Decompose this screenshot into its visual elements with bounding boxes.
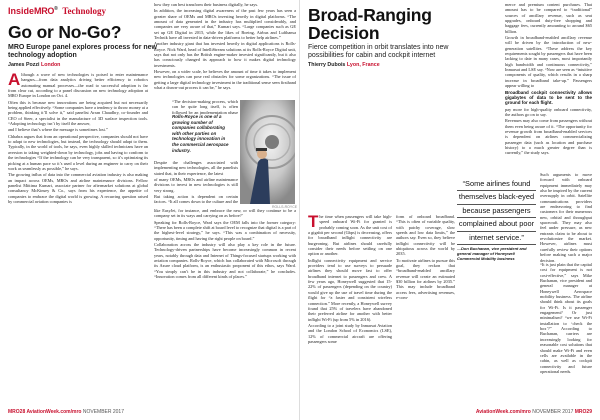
masthead bbox=[8, 6, 106, 16]
paragraph: Inflight connectivity equipment and service providers tend to use surveys to persuade airlines they should move fast to offer broadband internet to passengers and crew. A few years ago, Honeywell suggested that 15-22% of passengers (depending on the country) would give up the use of travel time during the flight for “a faster and consistent wireless connection.” More recently, a Honeywell survey found that 25% of travelers have abandoned their preferred airline for another with better inflight Wi-Fi (up from 5% in 2016). bbox=[308, 257, 392, 322]
paragraph: pay more for high-quality onboard connectivity, the authors go on to say. bbox=[505, 106, 592, 117]
byline bbox=[308, 62, 380, 68]
paragraph: However, on a wider scale, he believes the amount of time it takes to implement new technologies can pose real obstacles for some organizations. “The issue of getting a large digital technology investment in the traditional sense seen firsthand what a drawn-out process it can be,” he says. bbox=[154, 69, 296, 91]
left-column-1 bbox=[8, 72, 148, 402]
footer-site: AviationWeek.com/mro bbox=[26, 409, 82, 415]
pull-quote bbox=[457, 178, 536, 261]
footer-date: NOVEMBER 2017 bbox=[82, 409, 124, 415]
paragraph: Revenues may also come from passengers without them even being aware of it. “The opportunity for revenue growth from broadband-enabled services is dependent on airlines commercializing passenger data (such as location and purchase history) to a much greater degree than is currently,” the study says. bbox=[505, 118, 592, 156]
paragraph: Such arguments to move forward with onboard equipment immediately may also be inspired by the current oversupply in orbit. Satellite communications providers are endeavoring to find customers for their numerous new, orbital and throughput spacecraft. They may also feel under pressure, as new entrants claim to be about to revolutionize the market. However, airlines must carefully review their options before making such a major decision. bbox=[540, 172, 592, 262]
paragraph: Speaking for Rolls-Royce, Ward says the OEM falls into the former category: “There has been a complete shift at board level to recognize that digital is a part of the highest-level strategy,” he says. “This was a combination of necessity, opportunity, timing and having the right people on board.” bbox=[154, 219, 296, 241]
dropcap: T bbox=[308, 214, 319, 231]
article-headline bbox=[308, 6, 432, 42]
masthead-inside: Inside bbox=[8, 6, 35, 16]
engine-technician-photo bbox=[240, 100, 295, 204]
byline bbox=[8, 62, 60, 68]
paragraph: Chhabra argues that from an operational perspective, companies should not have to adapt to new technologies, but instead, the technology should adapt to them. Typically, in the world of tools, he says, even highly skilled technicians have an aversion to taking weighted-down by technology, jobs and having to conform to the technologies “If the technology can be very transparent, so it’s optimizing its picking at a human pace so it’s used a level during an engineer to carry on their work as seamlessly as possible,” he says. bbox=[8, 133, 148, 171]
footer-site: AviationWeek.com/mro bbox=[475, 409, 531, 415]
right-page bbox=[300, 0, 600, 420]
article-headline: Go or No-Go? bbox=[8, 22, 122, 42]
footer-date: NOVEMBER 2017 bbox=[532, 409, 574, 415]
article-deck: MRO Europe panel explores process for new technology adoption bbox=[8, 44, 157, 60]
pull-quote-attribution: —Don Buchanan, vice president and general manager of Honeywell Commercial Mobility business bbox=[457, 246, 527, 261]
paragraph: To motivate airlines to pursue this goal, they reckon that “broadband-enabled ancillary revenue will create an estimated $30 billion for airlines by 2035.” This may include broadband access fees, advertising revenues, e-com- bbox=[396, 257, 455, 301]
right-column-3-bottom bbox=[540, 262, 592, 404]
engine-photo-image bbox=[240, 100, 295, 204]
byline-author: Thierry Dubois bbox=[308, 62, 346, 68]
right-column-2 bbox=[396, 214, 455, 404]
pull-quote-line: “Some airlines found bbox=[457, 178, 536, 191]
paragraph: Although a wave of new technologies is poised to enter maintenance hangars—from data analytics driving better efficiency to robotics automating manual processes—the road to successful adoption is far from clear cut, according to a panel discussion on new technology adoption at MRO Europe in London on Oct. 4. bbox=[8, 72, 148, 99]
right-column-3-top bbox=[505, 2, 592, 172]
pull-quote-line: because passengers bbox=[457, 205, 536, 218]
pull-quote-text bbox=[457, 178, 536, 245]
page-number: MRO29 bbox=[574, 409, 592, 415]
page-number: MRO28 bbox=[8, 409, 26, 415]
left-column-2-lower bbox=[154, 160, 238, 206]
paragraph: and I believe that’s where the message is sometimes lost.” bbox=[8, 127, 108, 133]
left-footer bbox=[8, 409, 124, 415]
paragraph: merce and premium content purchases. That amount has to be compared to “traditional” sources of ancillary revenue, such as seat upgrades, onboard duty-free shopping and baggage fees, currently amounting to around $65 billion. bbox=[505, 2, 592, 34]
headline-line-2: Decision bbox=[308, 23, 380, 43]
left-column-2-top bbox=[154, 2, 296, 99]
left-column-2-mid bbox=[172, 99, 238, 114]
paragraph: According to a joint study by Inmarsat Aviation and the London School of Economics (LSE), 12% of commercial aircraft are offering passengers some bbox=[308, 322, 392, 344]
paragraph: of many OEMs, MROs and airline maintenance divisions to invest in new technologies is still very strong. bbox=[154, 177, 238, 193]
headline-line-1: Broad-Ranging bbox=[308, 5, 432, 25]
paragraph: The growing influx of data into the commercial aviation industry is also making an impact across OEMs, MROs and airline maintenance divisions. Fellow panelist Mittima Kumari, associate partner for aftermarket solutions at global consultancy McKinsey & Co., says from his experience, the appetite of companies to embrace the digital world is growing. A recurring question raised by commercial aviation companies is bbox=[8, 172, 148, 204]
photo-caption: Rolls-Royce is one of a growing number of companies collaborating with other parties on technology innovation in the commercial aerospace industry. bbox=[172, 114, 229, 153]
right-footer bbox=[476, 409, 592, 415]
paragraph: The time when passengers will take high-speed onboard Wi-Fi for granted is probably coming soon. As the unit cost of a gigabit per second (Gbps) is decreasing, offers for broadband inflight connectivity are burgeoning. But airlines should carefully consider their needs before settling on one option or another. bbox=[308, 214, 392, 257]
paragraph: Often this is because new innovations are being acquired but not necessarily being applied effectively. “Some companies have a tendency to throw money at a problem, thinking it’ll solve it,” said panelist Arran Chaudhry, co-founder and CEO of Steer, a specialist in the manufacture of 3D surface inspection tools. “Adopting technology isn’t by itself the answer, bbox=[8, 99, 148, 127]
paragraph: Collaboration across the industry will also play a key role in the future. Technology-driven partnerships have become increasingly common in recent years, notably through data and Internet of Things-focused startups working with aviation companies. Rolls-Royce, which has collaborated with Microsoft through its Azure cloud platform, is an enthusiastic proponent of this ethos, says Ward. “You simply can’t be in this industry and not collaborate,” he concludes. “Innovation comes from all different kinds of places.” bbox=[154, 242, 296, 280]
section-label: Technology bbox=[62, 6, 107, 16]
paragraph: form of onboard broadband. “This is often of variable quality, with patchy coverage, slow speeds and low data limits,” the authors say. Even so, they believe inflight connectivity will be ubiquitous across the world by 2035. bbox=[396, 214, 455, 257]
pull-quote-line: themselves black-eyed bbox=[457, 191, 536, 204]
paragraph: Another industry giant that has invested heavily in digital applications is Rolls-Royce. Nick Ward, head of IntelliStream solutions at its Rolls-Royce Digital unit, says that not only has the British engine-maker invested significantly, but it also has consciously changed its approach to how it makes digital technology investments. bbox=[154, 41, 296, 68]
paragraph: Growth in broadband-enabled ancillary revenue will be driven by the introduction of new-generation satellites. “These address the key requirements sought by passengers that have been lacking to date in many cases, most importantly high bandwidth and continuous connectivity,” Inmarsat and LSE say. “Now are seen as “intuitive components of quality, which results in a sharp increase in broadband take-up.” Passengers appear willing to bbox=[505, 35, 592, 89]
masthead-mro: MRO bbox=[34, 6, 55, 16]
paragraph: In addition, the increasing digital awareness of the past few years has seen a greater share of OEMs and MROs investing heavily in digital platforms. “The amount of data generated in the industry has multiplied considerably, and companies are very aware of that,” Kumari says. “Large companies such as GE set up GE Digital in 2015, while the likes of Boeing, Airbus and Lufthansa Technik have all invested in data-driven platforms to better help airlines.” bbox=[154, 8, 296, 41]
paragraph: like EasyJet, for instance, and embrace the new, or will they continue to be a company set in its ways and carrying on as before?’ bbox=[154, 208, 296, 219]
pull-quote-line: complained about poor bbox=[457, 218, 536, 231]
dropcap: A bbox=[8, 72, 21, 89]
paragraph: But taking action is dependent on certain factors. “It all comes down to the culture and the bbox=[154, 194, 238, 205]
byline-location: Lyon, France bbox=[346, 62, 380, 68]
right-column-1 bbox=[308, 214, 392, 404]
photo-credit: ROLLS-ROYCE bbox=[272, 205, 298, 209]
paragraph: “It is just plain that the capital cost for equipment is not cost-effective,” says Mike Buchanan, vice president and general manager at Honeywell Aerospace mobility business. The airline should think about its goals for Wi-Fi. Is it passenger engagement? Or just minimalism? “we use Wi-Fi installation to ‘check the box’?” According to Buchanan, carriers are increasingly looking for reasonable cost solutions that should make Wi-Fi and even cells are available in the cabin, as well as cockpit connectivity and future operational needs. bbox=[540, 262, 592, 374]
byline-location: London bbox=[41, 62, 61, 68]
paragraph: “The decision-making process, which can be quite long itself, is often followed by an implementation phase bbox=[172, 99, 238, 114]
pull-quote-line: internet service.” bbox=[457, 232, 536, 245]
left-column-2-bottom bbox=[154, 208, 296, 404]
byline-author: James Pozzi bbox=[8, 62, 40, 68]
paragraph: how they can best transform their business digitally, he says. bbox=[154, 2, 259, 7]
paragraph: Despite the challenges associated with implementing new technologies, all the panelists stated that, in their experience, the latest bbox=[154, 160, 238, 176]
section-subhead: Broadband cockpit connectivity allows gigabytes of data to be sent to the ground for each flight. bbox=[505, 89, 592, 106]
masthead-trademark: ® bbox=[54, 6, 58, 12]
article-deck: Fierce competition in orbit translates into new possibilities for cabin and cockpit internet bbox=[308, 44, 449, 60]
right-column-3-mid bbox=[540, 172, 592, 262]
